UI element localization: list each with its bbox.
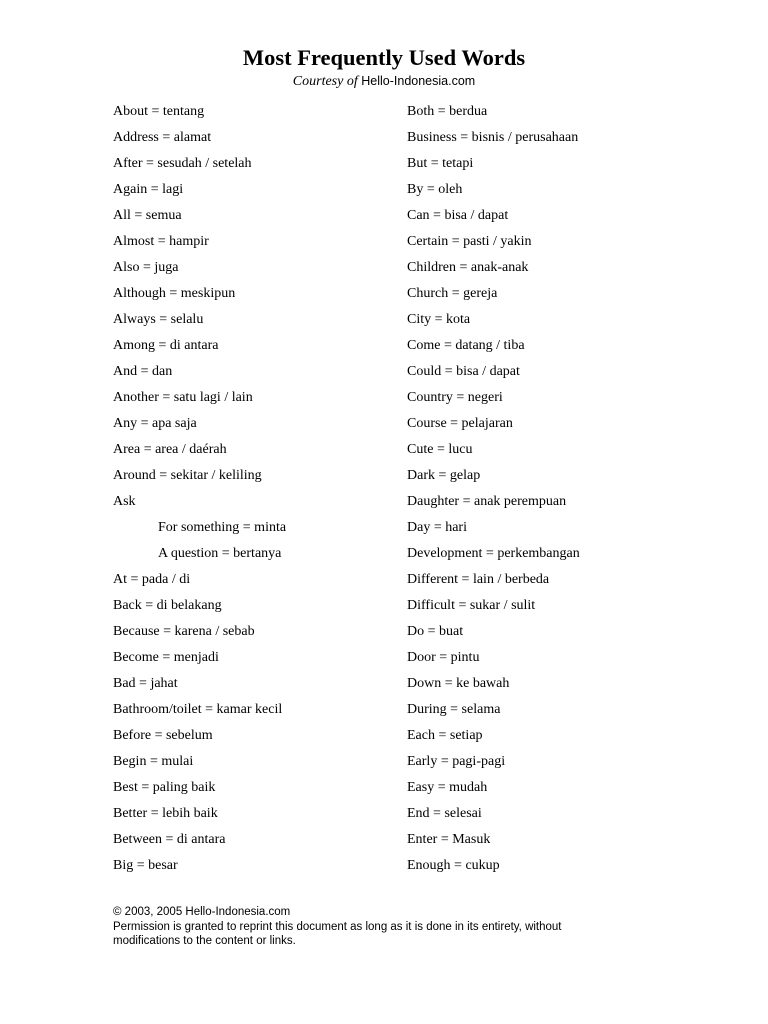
word-entry: Door = pintu [407,650,480,665]
word-entry: Can = bisa / dapat [407,208,509,223]
word-entry: Big = besar [113,858,178,873]
word-entry: Bathroom/toilet = kamar kecil [113,702,283,717]
word-entry: City = kota [407,312,471,327]
word-entry: Could = bisa / dapat [407,364,520,379]
word-entry: Church = gereja [407,286,498,301]
word-entry: Between = di antara [113,832,226,847]
courtesy-label: Courtesy of [292,74,358,89]
word-entry: End = selesai [407,806,482,821]
word-entry: Both = berdua [407,104,488,119]
word-entry: Different = lain / berbeda [407,572,550,587]
word-entry: Also = juga [113,260,179,275]
word-entry: All = semua [113,208,182,223]
site-name: Hello-Indonesia.com [361,74,476,88]
footer [113,905,673,949]
word-entry: Come = datang / tiba [407,338,525,353]
word-entry: Any = apa saja [113,416,197,431]
word-entry: Dark = gelap [407,468,481,483]
word-entry: Better = lebih baik [113,806,218,821]
word-entry: Day = hari [407,520,467,535]
word-entry: Each = setiap [407,728,483,743]
word-entry: Enter = Masuk [407,832,491,847]
word-entry: Development = perkembangan [407,546,580,561]
copyright-text: © 2003, 2005 Hello-Indonesia.com [113,906,291,918]
word-sub-entry: For something = minta [158,520,287,535]
word-entry: Cute = lucu [407,442,473,457]
word-entry: At = pada / di [113,572,191,587]
word-entry: Daughter = anak perempuan [407,494,567,509]
permission-text-line-2: modifications to the content or links. [113,935,296,947]
word-entry: During = selama [407,702,501,717]
word-entry: Around = sekitar / keliling [113,468,262,483]
word-entry: Down = ke bawah [407,676,510,691]
word-entry: By = oleh [407,182,463,197]
word-entry: Again = lagi [113,182,184,197]
word-entry: After = sesudah / setelah [113,156,252,171]
word-entry: Country = negeri [407,390,503,405]
word-entry: About = tentang [113,104,205,119]
word-entry: Children = anak-anak [407,260,529,275]
word-entry: Best = paling baik [113,780,216,795]
word-entry: Although = meskipun [113,286,236,301]
word-entry: Almost = hampir [113,234,209,249]
word-entry: Become = menjadi [113,650,219,665]
word-entry: Difficult = sukar / sulit [407,598,536,613]
word-entry: Always = selalu [113,312,204,327]
word-entry: Early = pagi-pagi [407,754,506,769]
word-entry: Enough = cukup [407,858,500,873]
word-entry: Ask [113,494,136,509]
word-entry: Business = bisnis / perusahaan [407,130,579,145]
word-entry: Bad = jahat [113,676,178,691]
word-entry: Area = area / daérah [113,442,227,457]
word-entry: Among = di antara [113,338,219,353]
page-title: Most Frequently Used Words [242,45,526,70]
word-entry: Begin = mulai [113,754,194,769]
word-entry: Course = pelajaran [407,416,513,431]
word-entry: Address = alamat [113,130,212,145]
word-entry: Back = di belakang [113,598,222,613]
word-sub-entry: A question = bertanya [158,546,282,561]
permission-text-line-1: Permission is granted to reprint this document as long as it is done in its entirety, without [113,920,562,933]
left-word-list [113,101,393,881]
word-entry: Certain = pasti / yakin [407,234,532,249]
word-entry: But = tetapi [407,156,474,171]
word-entry: Because = karena / sebab [113,624,255,639]
word-entry: Easy = mudah [407,780,488,795]
word-entry: Another = satu lagi / lain [113,390,253,405]
word-entry: Before = sebelum [113,728,213,743]
courtesy-line [0,72,768,91]
right-word-list [407,101,707,881]
word-entry: Do = buat [407,624,464,639]
word-entry: And = dan [113,364,173,379]
